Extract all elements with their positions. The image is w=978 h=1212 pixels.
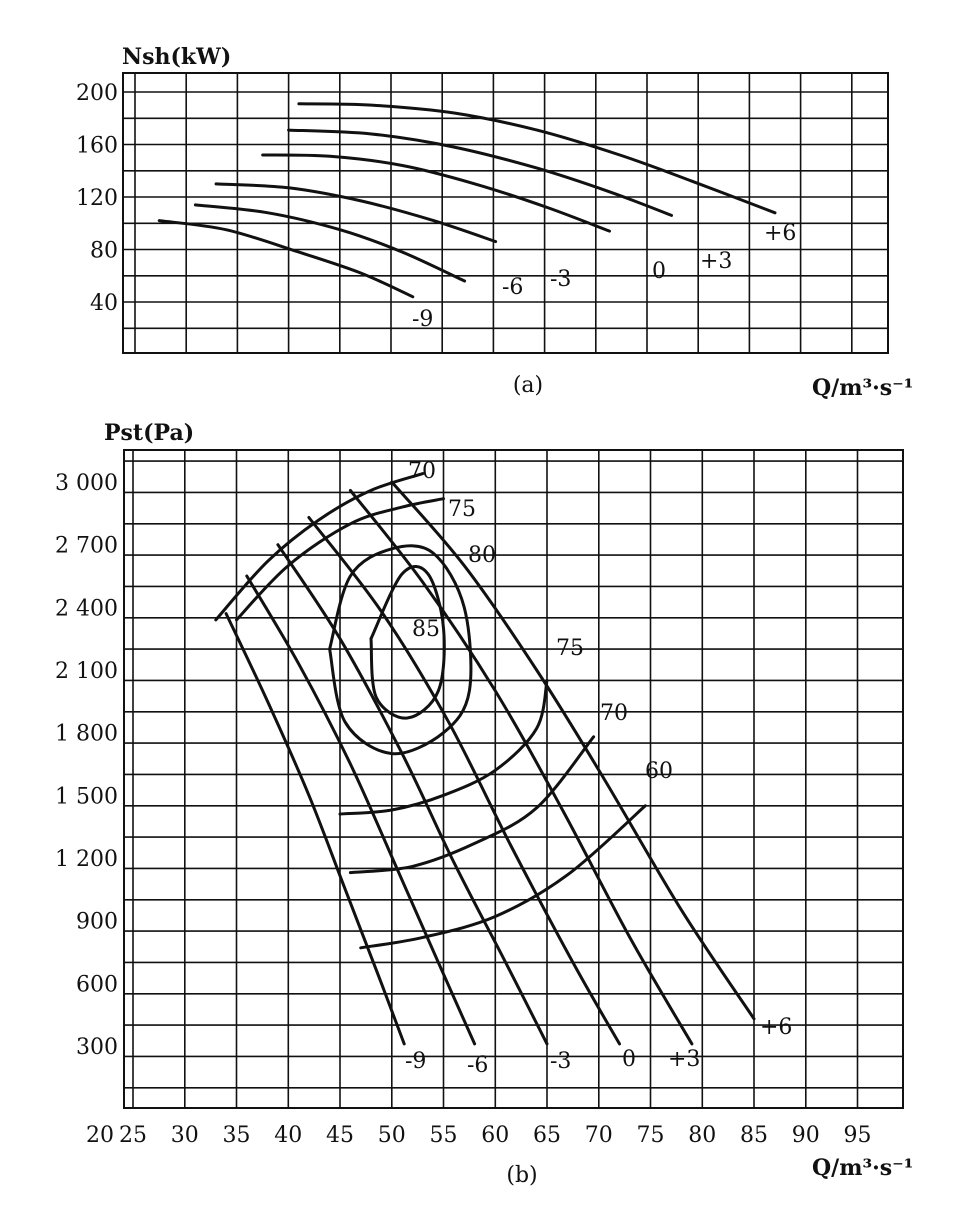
power-curve-+3 [289, 130, 672, 215]
pressure-x-tick: 20 [86, 1123, 114, 1148]
power-curve-label: -3 [550, 267, 572, 292]
pressure-curve-label: +3 [668, 1047, 701, 1072]
efficiency-label: 80 [468, 543, 496, 568]
power-y-tick: 200 [76, 81, 118, 106]
pressure-y-tick: 2 100 [55, 659, 118, 684]
power-y-axis-label: Nsh(kW) [122, 44, 232, 70]
pressure-x-axis-label: Q/m³·s⁻¹ [812, 1155, 914, 1181]
power-curve-label: +6 [764, 221, 797, 246]
power-curve--9 [159, 221, 413, 297]
pressure-x-tick: 95 [843, 1123, 872, 1148]
power-curves [159, 104, 796, 332]
pressure-curve-label: 0 [622, 1047, 636, 1072]
power-curve-label: 0 [652, 259, 666, 284]
pressure-curve--6 [247, 576, 475, 1044]
pressure-y-tick: 1 200 [55, 847, 118, 872]
pressure-x-tick: 75 [636, 1123, 665, 1148]
pressure-x-tick: 70 [584, 1123, 613, 1148]
pressure-curve-label: -9 [405, 1049, 427, 1074]
power-curve-label: -9 [412, 307, 434, 332]
pressure-x-tick: 80 [688, 1123, 717, 1148]
pressure-y-tick: 600 [76, 972, 118, 998]
efficiency-label: 85 [412, 617, 440, 642]
pressure-y-axis-label: Pst(Pa) [104, 420, 195, 446]
pressure-y-tick: 2 700 [55, 533, 118, 559]
pressure-x-ticks [86, 1123, 872, 1148]
efficiency-label: 75 [556, 636, 584, 661]
pressure-curve-label: -6 [467, 1053, 489, 1078]
pressure-chart-subtitle: (b) [506, 1163, 538, 1188]
power-x-axis-label: Q/m³·s⁻¹ [812, 375, 914, 401]
pressure-curve-0 [309, 518, 620, 1044]
pressure-x-tick: 25 [119, 1123, 147, 1148]
pressure-x-tick: 35 [222, 1123, 251, 1148]
pressure-y-tick: 1 800 [55, 721, 118, 747]
pressure-chart-panel [55, 420, 913, 1188]
efficiency-contours [216, 459, 673, 948]
efficiency-label: 60 [645, 759, 673, 784]
pressure-x-tick: 85 [740, 1123, 768, 1148]
pressure-chart-frame [124, 450, 903, 1108]
pressure-y-tick: 900 [76, 909, 118, 935]
pressure-x-tick: 65 [533, 1123, 561, 1148]
power-curve-label: -6 [502, 275, 524, 300]
pressure-x-tick: 45 [326, 1123, 354, 1148]
pressure-y-tick: 1 500 [55, 784, 118, 810]
efficiency-label: 75 [448, 497, 476, 522]
power-y-tick: 160 [76, 133, 118, 159]
power-chart-panel [76, 44, 913, 401]
pressure-curve--9 [226, 614, 404, 1044]
pressure-x-tick: 90 [791, 1123, 820, 1148]
pressure-x-tick: 60 [481, 1123, 510, 1148]
pressure-x-tick: 30 [170, 1123, 199, 1148]
pressure-curve-+6 [392, 482, 754, 1019]
pressure-y-ticks [55, 471, 118, 1060]
pressure-curve-label: -3 [550, 1049, 572, 1074]
pressure-curve-label: +6 [760, 1015, 793, 1040]
power-y-tick: 120 [76, 186, 118, 211]
power-y-tick: 80 [90, 238, 118, 264]
pressure-y-tick: 3 000 [55, 471, 118, 496]
pressure-x-tick: 40 [274, 1123, 303, 1148]
power-y-tick: 40 [90, 291, 118, 316]
power-curve-label: +3 [700, 249, 733, 274]
efficiency-label: 70 [600, 701, 628, 726]
power-y-ticks [76, 81, 118, 316]
efficiency-contour-70 [350, 737, 593, 873]
pressure-x-tick: 50 [377, 1123, 406, 1148]
pressure-curves [226, 482, 792, 1078]
pressure-y-tick: 300 [76, 1035, 118, 1060]
power-chart-subtitle: (a) [512, 373, 544, 398]
pressure-y-tick: 2 400 [55, 596, 118, 622]
efficiency-label: 70 [408, 459, 436, 484]
pressure-x-tick: 55 [429, 1123, 458, 1148]
pressure-chart-grid [124, 450, 903, 1108]
